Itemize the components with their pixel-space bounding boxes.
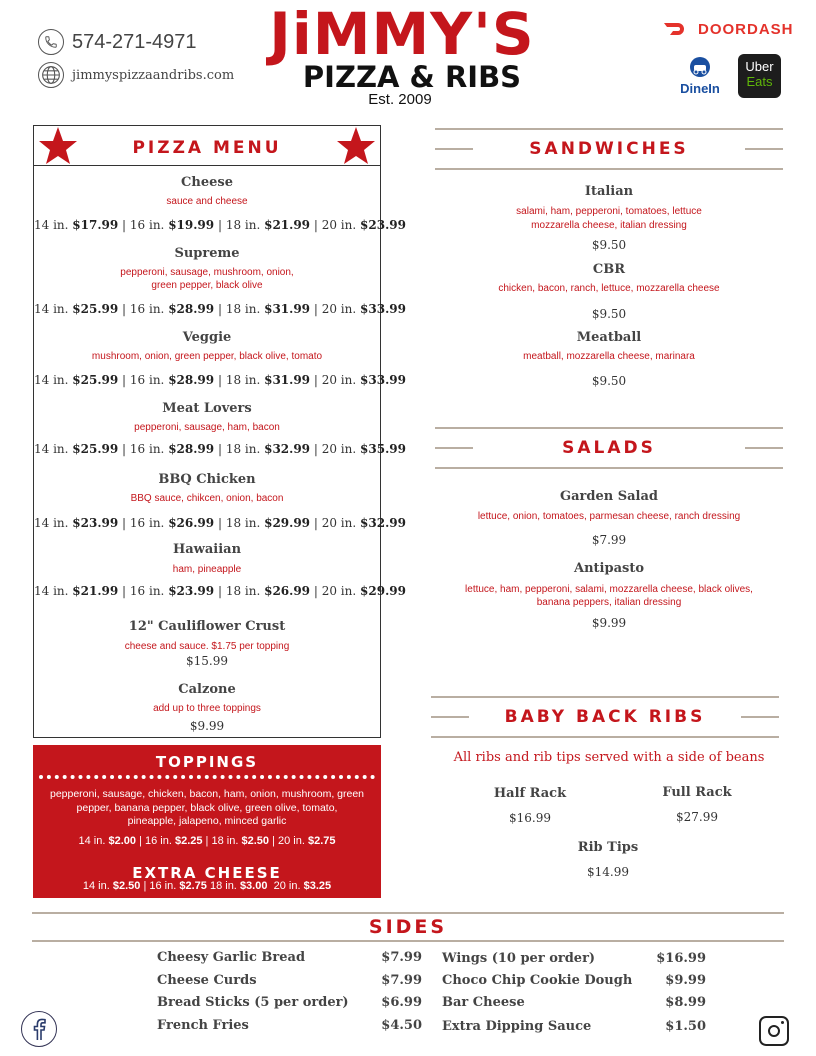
pizza-item-name: Calzone xyxy=(178,682,236,697)
salads-header xyxy=(435,427,783,469)
facebook-icon[interactable] xyxy=(21,1011,57,1047)
salad-item-name: Garden Salad xyxy=(560,489,658,504)
pizza-item-prices: 14 in. $17.99 | 16 in. $19.99 | 18 in. $21.99 | 20 in. $23.99 xyxy=(34,218,406,232)
side-item-price: $7.99 xyxy=(381,950,422,965)
pizza-item-prices: 14 in. $23.99 | 16 in. $26.99 | 18 in. $29.99 | 20 in. $32.99 xyxy=(34,516,406,530)
pizza-item-prices: 14 in. $21.99 | 16 in. $23.99 | 18 in. $26.99 | 20 in. $29.99 xyxy=(34,584,406,598)
pizza-item-price: $9.99 xyxy=(189,719,225,733)
pizza-item-desc: add up to three toppings xyxy=(153,703,261,714)
sandwich-item-desc: mozzarella cheese, italian dressing xyxy=(531,220,687,231)
toppings-title: TOPPINGS xyxy=(155,753,259,771)
instagram-icon[interactable] xyxy=(759,1016,789,1046)
divider xyxy=(39,775,375,779)
ribs-item-name: Full Rack xyxy=(662,785,732,800)
salads-section xyxy=(435,486,783,636)
side-item-name: Cheese Curds xyxy=(157,973,257,988)
phone-icon xyxy=(38,29,64,55)
ribs-item-price: $27.99 xyxy=(676,810,718,824)
salad-item-name: Antipasto xyxy=(574,561,644,576)
side-item-name: Wings (10 per order) xyxy=(442,951,596,966)
pizza-item-desc: sauce and cheese xyxy=(166,196,248,207)
salad-item-price: $9.99 xyxy=(591,616,627,630)
toppings-list: pepperoni, sausage, chicken, bacon, ham, onion, mushroom, green pepper, banana pepper, black olive, green olive, tomato, pineapple, jalapeno, minced garlic xyxy=(49,788,365,827)
brand-established: Est. 2009 xyxy=(368,91,432,108)
side-item-price: $9.99 xyxy=(665,973,706,988)
ribs-half-rack xyxy=(470,786,590,836)
ribs-full-rack xyxy=(637,785,757,835)
toppings-section xyxy=(33,745,381,898)
side-item-price: $16.99 xyxy=(656,951,706,966)
salad-item-desc: lettuce, onion, tomatoes, parmesan cheese, ranch dressing xyxy=(477,511,741,522)
sandwich-item-desc: salami, ham, pepperoni, tomatoes, lettuce xyxy=(516,206,702,217)
sandwich-item-desc: meatball, mozzarella cheese, marinara xyxy=(523,351,695,362)
pizza-item-name: 12" Cauliflower Crust xyxy=(128,619,286,634)
sandwich-item-price: $9.50 xyxy=(591,238,627,252)
phone-number: 574-271-4971 xyxy=(72,30,197,53)
side-item-name: French Fries xyxy=(157,1018,249,1033)
ribs-header xyxy=(431,696,779,738)
doordash-icon xyxy=(662,20,692,38)
pizza-item-prices: 14 in. $25.99 | 16 in. $28.99 | 18 in. $32.99 | 20 in. $35.99 xyxy=(34,442,406,456)
ribs-item-name: Half Rack xyxy=(493,786,567,801)
ribs-tips xyxy=(548,840,668,890)
side-item-price: $7.99 xyxy=(381,973,422,988)
ribs-item-name: Rib Tips xyxy=(577,840,639,855)
pizza-item-name: Supreme xyxy=(174,246,240,261)
website-link[interactable]: jimmyspizzaandribs.com xyxy=(72,67,235,83)
pizza-menu-section xyxy=(33,125,406,738)
divider xyxy=(32,940,784,942)
pizza-item-desc: green pepper, black olive xyxy=(151,280,263,291)
side-item-name: Bar Cheese xyxy=(442,995,525,1010)
sandwich-item-name: Italian xyxy=(584,184,634,199)
ubereats-link[interactable] xyxy=(738,54,781,98)
pizza-item-desc: ham, pineapple xyxy=(172,564,242,575)
sandwich-item-desc: chicken, bacon, ranch, lettuce, mozzarella cheese xyxy=(498,283,720,294)
sandwiches-header xyxy=(435,128,783,170)
toppings-prices: 14 in. $2.00 | 16 in. $2.25 | 18 in. $2.50 | 20 in. $2.75 xyxy=(78,835,336,847)
globe-icon xyxy=(38,62,64,88)
pizza-item-prices: 14 in. $25.99 | 16 in. $28.99 | 18 in. $31.99 | 20 in. $33.99 xyxy=(34,373,406,387)
side-item-price: $4.50 xyxy=(381,1018,422,1033)
pizza-item-name: Meat Lovers xyxy=(162,401,252,416)
pizza-item-prices: 14 in. $25.99 | 16 in. $28.99 | 18 in. $31.99 | 20 in. $33.99 xyxy=(34,302,406,316)
sandwich-item-name: Meatball xyxy=(576,330,642,345)
pizza-item-desc: pepperoni, sausage, mushroom, onion, xyxy=(120,267,294,278)
ubereats-label-uber: Uber xyxy=(745,59,774,74)
side-item-name: Bread Sticks (5 per order) xyxy=(157,995,349,1010)
pizza-item-name: BBQ Chicken xyxy=(158,472,256,487)
side-item-price: $1.50 xyxy=(665,1019,706,1034)
pizza-menu-header xyxy=(34,126,380,166)
pizza-item-desc: BBQ sauce, chikcen, onion, bacon xyxy=(130,493,284,504)
pizza-item-name: Cheese xyxy=(181,175,233,190)
divider xyxy=(32,912,784,914)
side-item-name: Extra Dipping Sauce xyxy=(442,1019,592,1034)
salads-title: SALADS xyxy=(562,438,656,458)
sandwiches-title: SANDWICHES xyxy=(529,139,689,159)
star-icon xyxy=(336,126,376,166)
dinein-label: DineIn xyxy=(680,81,720,96)
brand-logo: JiMMY'S xyxy=(269,0,535,68)
salad-item-desc: lettuce, ham, pepperoni, salami, mozzarella cheese, black olives, xyxy=(465,584,753,595)
sandwich-item-price: $9.50 xyxy=(591,374,627,388)
dinein-icon xyxy=(686,56,714,78)
ribs-note: All ribs and rib tips served with a side of beans xyxy=(453,750,765,765)
sandwich-item-price: $9.50 xyxy=(591,307,627,321)
salad-item-price: $7.99 xyxy=(591,533,627,547)
pizza-item-name: Veggie xyxy=(182,330,232,345)
salad-item-desc: banana peppers, italian dressing xyxy=(536,597,682,608)
ubereats-label-eats: Eats xyxy=(746,74,773,89)
sandwiches-section xyxy=(435,180,783,400)
side-item-price: $6.99 xyxy=(381,995,422,1010)
website-row[interactable] xyxy=(38,62,234,88)
ribs-item-price: $14.99 xyxy=(587,865,629,879)
pizza-item-desc: cheese and sauce. $1.75 per topping xyxy=(124,641,290,652)
extra-cheese-prices: 14 in. $2.50 | 16 in. $2.75 18 in. $3.00 20 in. $3.25 xyxy=(82,880,332,892)
pizza-item-desc: pepperoni, sausage, ham, bacon xyxy=(134,422,280,433)
ribs-item-price: $16.99 xyxy=(509,811,551,825)
pizza-item-desc: mushroom, onion, green pepper, black olive, tomato xyxy=(91,351,323,362)
sides-title: SIDES xyxy=(368,916,448,938)
sandwich-item-name: CBR xyxy=(592,262,626,277)
side-item-name: Choco Chip Cookie Dough xyxy=(442,973,633,988)
doordash-link[interactable] xyxy=(662,20,794,38)
phone-row[interactable] xyxy=(38,29,197,55)
pizza-menu-title: PIZZA MENU xyxy=(132,138,282,158)
pizza-item-name: Hawaiian xyxy=(172,542,242,557)
dinein-link[interactable] xyxy=(673,56,727,98)
ribs-title: BABY BACK RIBS xyxy=(504,707,706,727)
doordash-label: DOORDASH xyxy=(698,20,794,38)
side-item-name: Cheesy Garlic Bread xyxy=(157,950,306,965)
pizza-item-price: $15.99 xyxy=(186,654,228,668)
side-item-price: $8.99 xyxy=(665,995,706,1010)
extra-cheese-title: EXTRA CHEESE xyxy=(132,864,282,882)
brand-logo-subtitle: PIZZA & RIBS xyxy=(302,60,522,94)
